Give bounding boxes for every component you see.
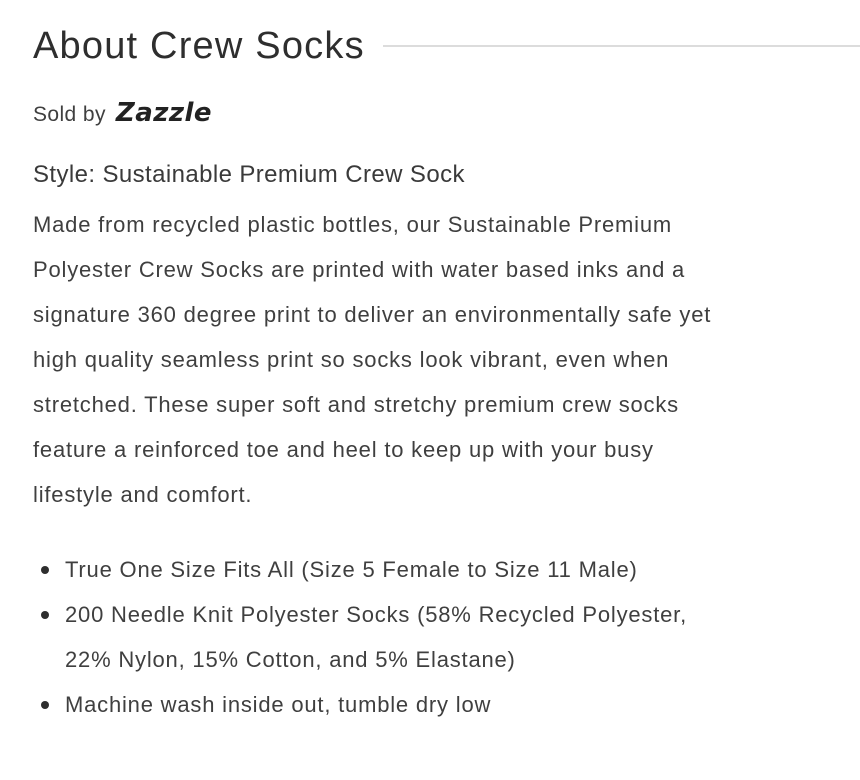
feature-text: True One Size Fits All (Size 5 Female to Size 11 Male): [65, 557, 638, 582]
list-item: [33, 682, 860, 727]
description-line: Made from recycled plastic bottles, our Sustainable Premium: [33, 212, 673, 237]
product-description: [33, 202, 860, 517]
page-title: About Crew Socks: [33, 25, 365, 67]
description-line: high quality seamless print so socks look vibrant, even when: [33, 347, 670, 372]
title-divider: [383, 45, 860, 47]
feature-text: 22% Nylon, 15% Cotton, and 5% Elastane): [65, 647, 516, 672]
description-line: feature a reinforced toe and heel to keep up with your busy: [33, 437, 654, 462]
bullet-dot: [41, 701, 49, 709]
sold-by-row: [33, 97, 860, 131]
list-item: [33, 547, 860, 592]
feature-list: [33, 547, 860, 727]
list-item: [33, 592, 860, 682]
zazzle-brand-link[interactable]: Zazzle: [115, 98, 213, 128]
bullet-dot: [41, 566, 49, 574]
description-line: Polyester Crew Socks are printed with water based inks and a: [33, 257, 686, 282]
description-line: signature 360 degree print to deliver an environmentally safe yet: [33, 302, 712, 327]
section-header: [33, 22, 860, 70]
feature-text: 200 Needle Knit Polyester Socks (58% Recycled Polyester,: [65, 602, 687, 627]
bullet-dot: [41, 611, 49, 619]
style-heading: Style: Sustainable Premium Crew Sock: [33, 161, 465, 188]
description-line: lifestyle and comfort.: [33, 482, 253, 507]
sold-by-label: Sold by: [33, 103, 106, 126]
feature-text: Machine wash inside out, tumble dry low: [65, 692, 492, 717]
description-line: stretched. These super soft and stretchy premium crew socks: [33, 392, 679, 417]
